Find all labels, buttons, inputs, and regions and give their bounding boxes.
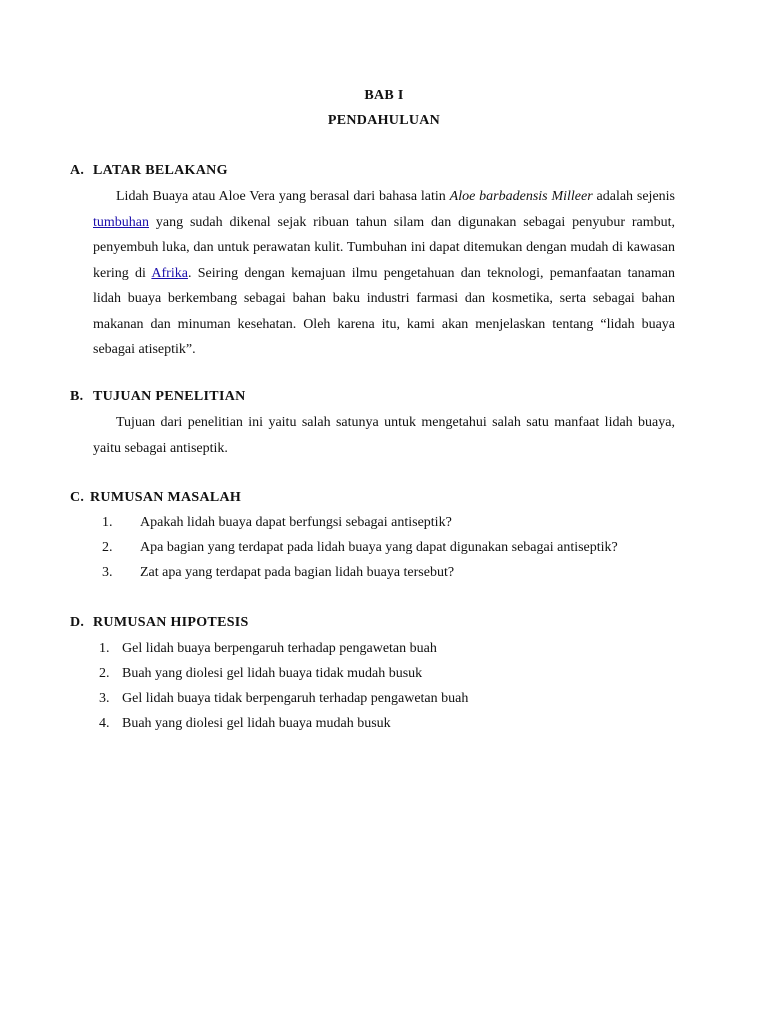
section-b-letter: B. [70, 389, 84, 404]
list-item: 4. Buah yang diolesi gel lidah buaya mudah busuk [99, 716, 391, 731]
section-c-heading [70, 490, 241, 506]
section-a-heading [70, 163, 228, 179]
section-d-title: RUMUSAN HIPOTESIS [93, 615, 249, 630]
section-a-letter: A. [70, 163, 85, 178]
para-text-3: yang sudah dikenal sejak ribuan tahun silam dan digunakan sebagai penyubur rambut, penyembuh luka, dan untuk perawatan kulit. Tumbuhan ini dapat ditemukan dengan mudah di kawasan kering di [93, 214, 675, 281]
section-b-title: TUJUAN PENELITIAN [93, 389, 246, 404]
link-afrika[interactable]: Afrika [151, 265, 188, 281]
list-item: 1. Gel lidah buaya berpengaruh terhadap pengawetan buah [99, 641, 437, 656]
para-text-2: adalah sejenis [592, 189, 676, 204]
list-item: 3. Zat apa yang terdapat pada bagian lidah buaya tersebut? [102, 565, 455, 580]
section-b-paragraph: Tujuan dari penelitian ini yaitu salah satunya untuk mengetahui salah satu manfaat lidah buaya, yaitu sebagai antiseptik. [93, 415, 675, 456]
list-item: 2. Apa bagian yang terdapat pada lidah buaya yang dapat digunakan sebagai antiseptik? [102, 540, 618, 555]
section-d-heading [70, 615, 249, 631]
section-d-letter: D. [70, 615, 85, 630]
link-tumbuhan[interactable]: tumbuhan [93, 214, 149, 230]
chapter-title: PENDAHULUAN [327, 113, 441, 128]
list-item: 1. Apakah lidah buaya dapat berfungsi sebagai antiseptik? [102, 515, 452, 530]
section-a-title: LATAR BELAKANG [93, 163, 228, 178]
section-b-heading [70, 389, 246, 405]
section-c-letter: C. [70, 490, 85, 505]
section-a-paragraph [93, 184, 675, 363]
chapter-number: BAB I [364, 88, 404, 103]
list-item: 2. Buah yang diolesi gel lidah buaya tidak mudah busuk [99, 666, 423, 681]
scientific-name: Aloe barbadensis Milleer [449, 189, 593, 204]
section-c-title: RUMUSAN MASALAH [90, 490, 242, 505]
list-item: 3. Gel lidah buaya tidak berpengaruh terhadap pengawetan buah [99, 691, 469, 706]
para-text-1: Lidah Buaya atau Aloe Vera yang berasal dari bahasa latin [116, 189, 450, 204]
para-text-4: . Seiring dengan kemajuan ilmu pengetahuan dan teknologi, pemanfaatan tanaman lidah buaya berkembang sebagai bahan baku industri farmasi dan kosmetika, serta sebagai bahan makanan dan minuman kesehatan. Oleh karena itu, kami akan menjelaskan tentang “lidah buaya sebagai atiseptik”. [93, 265, 675, 357]
